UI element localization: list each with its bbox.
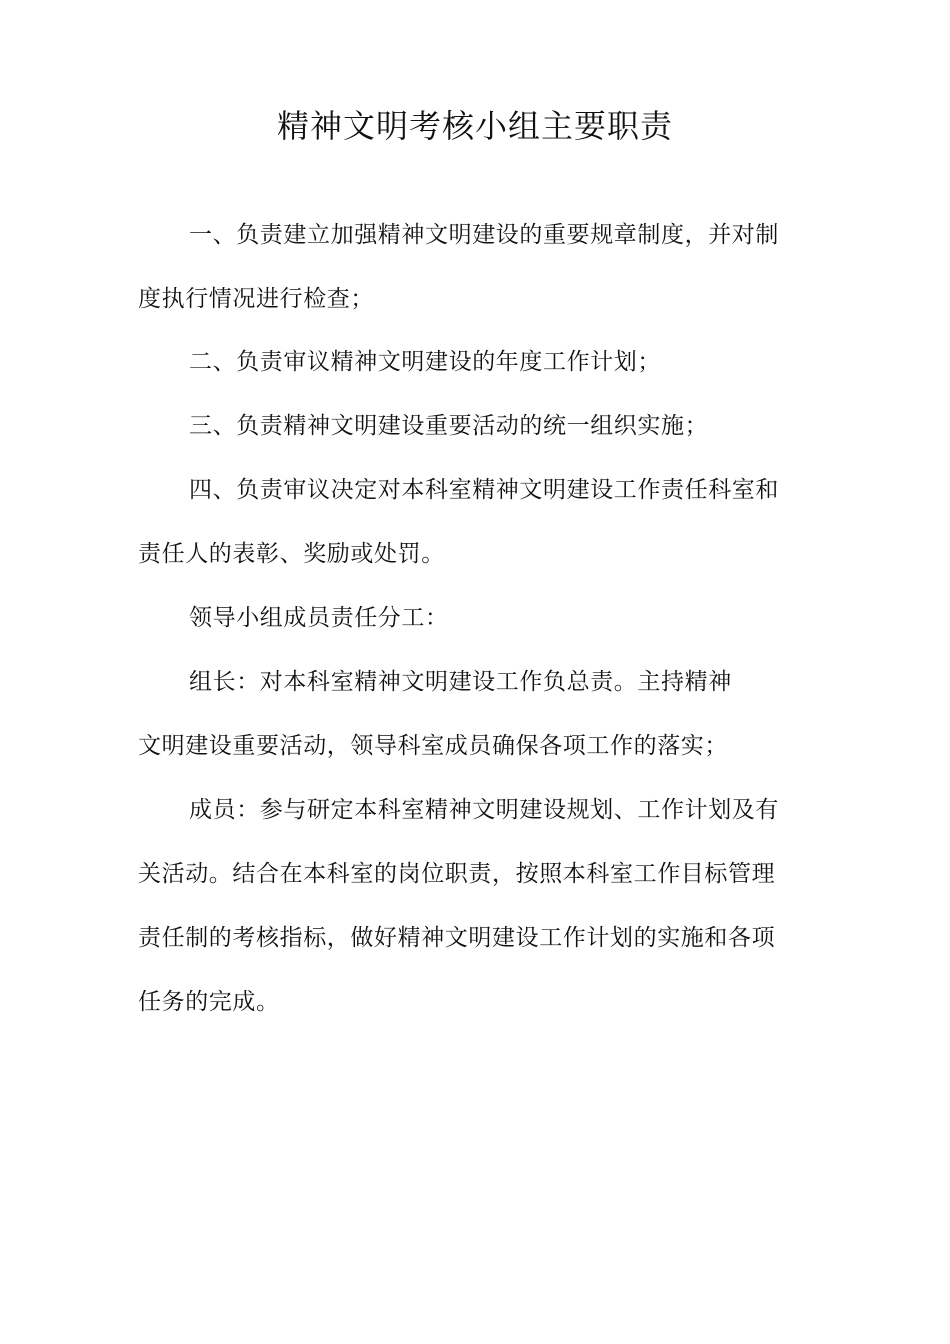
duty-3-line-1: 三、负责精神文明建设重要活动的统一组织实施； bbox=[189, 413, 709, 439]
members-line-3: 责任制的考核指标，做好精神文明建设工作计划的实施和各项 bbox=[138, 925, 776, 951]
division-heading: 领导小组成员责任分工： bbox=[189, 605, 449, 631]
leader-line-2: 文明建设重要活动，领导科室成员确保各项工作的落实； bbox=[138, 733, 728, 759]
leader-line-1: 组长：对本科室精神文明建设工作负总责。主持精神 bbox=[189, 669, 732, 695]
duty-1-line-1: 一、负责建立加强精神文明建设的重要规章制度，并对制 bbox=[189, 222, 779, 248]
duty-4-line-2: 责任人的表彰、奖励或处罚。 bbox=[138, 541, 445, 567]
members-line-2: 关活动。结合在本科室的岗位职责，按照本科室工作目标管理 bbox=[138, 861, 776, 887]
duty-4-line-1: 四、负责审议决定对本科室精神文明建设工作责任科室和 bbox=[189, 477, 779, 503]
document-title: 精神文明考核小组主要职责 bbox=[276, 107, 673, 145]
members-line-4: 任务的完成。 bbox=[138, 989, 280, 1015]
duty-2-line-1: 二、负责审议精神文明建设的年度工作计划； bbox=[189, 349, 661, 375]
members-line-1: 成员：参与研定本科室精神文明建设规划、工作计划及有 bbox=[189, 797, 779, 823]
duty-1-line-2: 度执行情况进行检查； bbox=[138, 286, 374, 312]
